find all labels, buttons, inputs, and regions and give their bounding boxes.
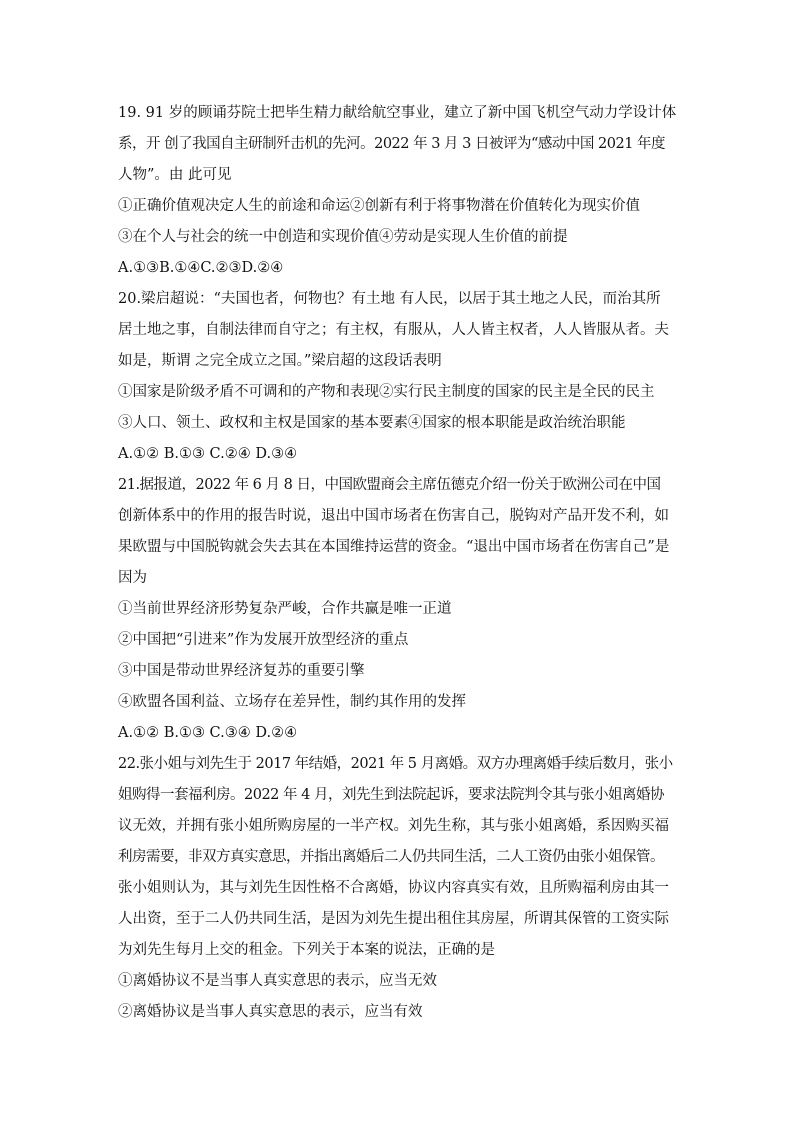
option-line: ②离婚协议是当事人真实意思的表示，应当有效 <box>118 1004 423 1020</box>
question-stem-line: 19. 91 岁的顾诵芬院士把毕生精力献给航空事业，建立了新中国飞机空气动力学设计体 <box>118 105 677 121</box>
question-stem-line: 创新体系中的作用的报告时说，退出中国市场者在伤害自己，脱钩对产品开发不利，如 <box>118 508 669 524</box>
option-line: ④欧盟各国利益、立场存在差异性，制约其作用的发挥 <box>118 694 466 710</box>
question-stem-line: 21.据报道，2022 年 6 月 8 日，中国欧盟商会主席伍德克介绍一份关于欧洲公司在中国 <box>118 477 661 493</box>
option-line: ③在个人与社会的统一中创造和实现价值④劳动是实现人生价值的前提 <box>118 229 568 245</box>
question-stem-line: 果欧盟与中国脱钩就会失去其在本国维持运营的资金。“退出中国市场者在伤害自己”是 <box>118 539 670 555</box>
question-stem-line: 姐购得一套福利房。2022 年 4 月，刘先生到法院起诉，要求法院判令其与张小姐离婚协 <box>118 787 664 803</box>
option-line: ②中国把“引进来”作为发展开放型经济的重点 <box>118 632 409 648</box>
question-20 <box>118 284 678 470</box>
question-stem-line: 如是，斯谓 之完全成立之国。”梁启超的这段话表明 <box>118 353 442 369</box>
question-stem-line: 人出资，至于二人仍共同生活，是因为刘先生提出租住其房屋，所谓其保管的工资实际 <box>118 911 669 927</box>
question-stem-line: 议无效，并拥有张小姐所购房屋的一半产权。刘先生称，其与张小姐离婚，系因购买福 <box>118 818 669 834</box>
answer-choices: A.①③B.①④C.②③D.②④ <box>118 260 284 276</box>
question-21 <box>118 470 678 749</box>
question-stem-line: 22.张小姐与刘先生于 2017 年结婚，2021 年 5 月离婚。双方办理离婚手续后数月，张小 <box>118 756 673 772</box>
question-19 <box>118 98 678 284</box>
question-22 <box>118 749 678 1028</box>
question-stem-line: 人物”。由 此可见 <box>118 167 232 183</box>
question-stem-line: 因为 <box>118 570 147 586</box>
question-stem-line: 张小姐则认为，其与刘先生因性格不合离婚，协议内容真实有效，且所购福利房由其一 <box>118 880 669 896</box>
question-list <box>118 98 678 1028</box>
answer-choices: A.①② B.①③ C.②④ D.③④ <box>118 446 298 462</box>
option-line: ①离婚协议不是当事人真实意思的表示，应当无效 <box>118 973 437 989</box>
option-line: ①当前世界经济形势复杂严峻，合作共赢是唯一正道 <box>118 601 452 617</box>
question-stem-line: 利房需要，非双方真实意思，并指出离婚后二人仍共同生活，二人工资仍由张小姐保管。 <box>118 849 664 865</box>
option-line: ③人口、领土、政权和主权是国家的基本要素④国家的根本职能是政治统治职能 <box>118 415 626 431</box>
answer-choices: A.①② B.①③ C.③④ D.②④ <box>118 725 298 741</box>
option-line: ①正确价值观决定人生的前途和命运②创新有利于将事物潜在价值转化为现实价值 <box>118 198 640 214</box>
option-line: ①国家是阶级矛盾不可调和的产物和表现②实行民主制度的国家的民主是全民的民主 <box>118 384 655 400</box>
question-stem-line: 系，开 创了我国自主研制歼击机的先河。2022 年 3 月 3 日被评为“感动中国 2021 年度 <box>118 136 666 152</box>
option-line: ③中国是带动世界经济复苏的重要引擎 <box>118 663 365 679</box>
question-stem-line: 为刘先生每月上交的租金。下列关于本案的说法，正确的是 <box>118 942 495 958</box>
question-stem-line: 居土地之事，自制法律而自守之；有主权，有服从，人人皆主权者，人人皆服从者。夫 <box>118 322 669 338</box>
question-stem-line: 20.梁启超说：“夫国也者，何物也？有土地 有人民，以居于其土地之人民，而治其所 <box>118 291 661 307</box>
